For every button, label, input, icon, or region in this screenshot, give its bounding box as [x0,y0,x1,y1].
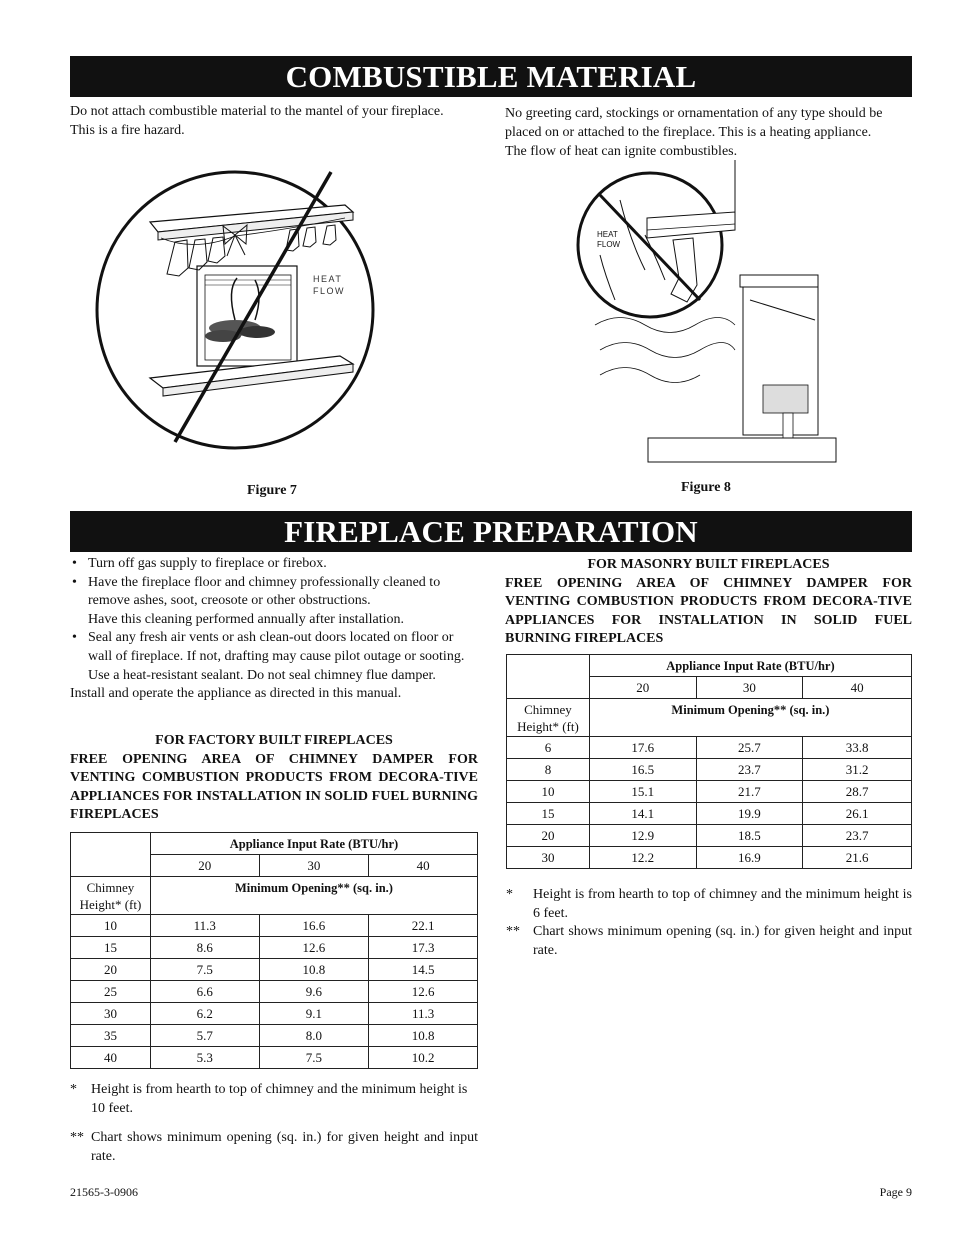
factory-table-row [71,1025,478,1047]
masonry-height-cell: 20 [507,825,590,847]
figure-8-heat-label: HEAT [597,230,618,239]
factory-height-cell: 30 [71,1003,151,1025]
factory-note-2 [70,1129,478,1166]
masonry-min-label: Minimum Opening** (sq. in.) [589,699,911,737]
factory-height-cell: 10 [71,915,151,937]
factory-height-cell: 35 [71,1025,151,1047]
masonry-value-cell: 14.1 [589,803,696,825]
factory-value-cell: 8.6 [150,937,259,959]
note-text: Chart shows minimum opening (sq. in.) for given height and input rate. [533,924,912,958]
masonry-rate: 40 [803,677,912,699]
note-text: Height is from hearth to top of chimney and the minimum height is 10 feet. [91,1082,468,1116]
factory-table-heading [70,732,478,825]
masonry-value-cell: 12.2 [589,847,696,869]
factory-value-cell: 5.3 [150,1047,259,1069]
masonry-height-cell: 10 [507,781,590,803]
note-mark: * [506,887,513,902]
factory-value-cell: 11.3 [369,1003,478,1025]
masonry-table-row [507,847,912,869]
masonry-value-cell: 17.6 [589,737,696,759]
factory-min-label: Minimum Opening** (sq. in.) [150,877,477,915]
section-title-preparation: FIREPLACE PREPARATION [70,511,912,552]
preparation-bullet-list [70,555,478,704]
masonry-row-label [507,699,590,737]
preparation-bullet [70,555,478,574]
masonry-rate: 20 [589,677,696,699]
masonry-value-cell: 19.9 [696,803,803,825]
combustible-right-line-2: placed on or attached to the fireplace. This is a heating appliance. [505,125,872,140]
factory-value-cell: 11.3 [150,915,259,937]
section-title-combustible: COMBUSTIBLE MATERIAL [70,56,912,97]
combustible-right-line-1: No greeting card, stockings or ornamentation of any type should be [505,106,883,121]
factory-value-cell: 9.6 [259,981,369,1003]
factory-value-cell: 12.6 [259,937,369,959]
masonry-note-2 [506,923,912,960]
masonry-value-cell: 16.5 [589,759,696,781]
bullet-subtext: Have this cleaning performed annually after installation. [88,611,405,627]
factory-table-row [71,959,478,981]
doc-number: 21565-3-0906 [70,1185,138,1199]
combustible-right-line-3: The flow of heat can ignite combustibles. [505,144,738,159]
factory-table-row [71,981,478,1003]
masonry-table-row [507,737,912,759]
factory-value-cell: 10.8 [369,1025,478,1047]
figure-8-flow-label: FLOW [597,240,621,249]
combustible-left-line-2: This is a fire hazard. [70,123,185,138]
masonry-value-cell: 33.8 [803,737,912,759]
factory-heading-body: FREE OPENING AREA OF CHIMNEY DAMPER FOR VENTING COMBUSTION PRODUCTS FROM DECORA-TIVE APPLIANCES FOR INSTALLATION IN SOLID FUEL BURNING FIREPLACES [70,751,478,823]
factory-rate: 40 [369,855,478,877]
figure-8-illustration [575,160,845,465]
figure-7-heat-label: HEAT [313,274,343,284]
factory-value-cell: 10.8 [259,959,369,981]
masonry-value-cell: 15.1 [589,781,696,803]
masonry-height-cell: 15 [507,803,590,825]
factory-row-label [71,877,151,915]
masonry-heading-body: FREE OPENING AREA OF CHIMNEY DAMPER FOR VENTING COMBUSTION PRODUCTS FROM DECORA-TIVE APPLIANCES FOR INSTALLATION IN SOLID FUEL BURNING FIREPLACES [505,575,912,647]
factory-table-row [71,1003,478,1025]
install-note: Install and operate the appliance as directed in this manual. [70,686,402,702]
factory-value-cell: 14.5 [369,959,478,981]
factory-rate: 20 [150,855,259,877]
masonry-value-cell: 21.7 [696,781,803,803]
factory-value-cell: 8.0 [259,1025,369,1047]
masonry-height-cell: 8 [507,759,590,781]
factory-heading-title: FOR FACTORY BUILT FIREPLACES [155,733,393,748]
table-corner [71,833,151,877]
table-corner [507,655,590,699]
masonry-table-heading [505,556,912,649]
factory-height-cell: 20 [71,959,151,981]
masonry-height-cell: 30 [507,847,590,869]
factory-value-cell: 17.3 [369,937,478,959]
bullet-text: Seal any fresh air vents or ash clean-out doors located on floor or wall of fireplace. If not, drafting may cause pilot outage or sooting. Use a heat-resistant sealant. Do not seal chimney flue damper. [88,630,465,683]
factory-table-row [71,915,478,937]
masonry-table [506,654,912,869]
masonry-note-1 [506,886,912,923]
note-mark: ** [70,1130,84,1145]
masonry-col-group: Appliance Input Rate (BTU/hr) [589,655,911,677]
masonry-value-cell: 25.7 [696,737,803,759]
combustible-left-line-1: Do not attach combustible material to the mantel of your fireplace. [70,104,444,119]
factory-value-cell: 9.1 [259,1003,369,1025]
factory-value-cell: 10.2 [369,1047,478,1069]
page-number: Page 9 [879,1185,912,1199]
note-mark: * [70,1082,77,1097]
factory-note-1 [70,1081,478,1118]
factory-height-cell: 15 [71,937,151,959]
row-label-line-1: Chimney [524,701,572,717]
masonry-height-cell: 6 [507,737,590,759]
factory-height-cell: 40 [71,1047,151,1069]
note-mark: ** [506,924,520,939]
figure-7-illustration [95,160,385,460]
masonry-table-row [507,825,912,847]
figure-7-caption: Figure 7 [247,483,297,498]
masonry-table-row [507,803,912,825]
factory-value-cell: 6.6 [150,981,259,1003]
combustible-right-text [505,104,915,161]
note-text: Height is from hearth to top of chimney and the minimum height is 6 feet. [533,887,912,921]
factory-table [70,832,478,1069]
factory-col-group: Appliance Input Rate (BTU/hr) [150,833,477,855]
combustible-left-text [70,102,490,140]
note-text: Chart shows minimum opening (sq. in.) for given height and input rate. [91,1130,478,1164]
factory-value-cell: 16.6 [259,915,369,937]
factory-table-row [71,1047,478,1069]
factory-value-cell: 7.5 [259,1047,369,1069]
factory-value-cell: 12.6 [369,981,478,1003]
masonry-heading-title: FOR MASONRY BUILT FIREPLACES [587,557,830,572]
masonry-value-cell: 16.9 [696,847,803,869]
factory-height-cell: 25 [71,981,151,1003]
masonry-value-cell: 23.7 [803,825,912,847]
figure-7-flow-label: FLOW [313,286,345,296]
masonry-table-row [507,781,912,803]
row-label-line-2: Height* (ft) [517,718,579,734]
masonry-value-cell: 31.2 [803,759,912,781]
figure-8-caption: Figure 8 [681,480,731,495]
factory-value-cell: 6.2 [150,1003,259,1025]
bullet-text: Turn off gas supply to fireplace or firebox. [88,556,327,571]
masonry-value-cell: 28.7 [803,781,912,803]
masonry-value-cell: 23.7 [696,759,803,781]
preparation-bullet [70,629,478,685]
masonry-table-row [507,759,912,781]
row-label-line-2: Height* (ft) [79,896,142,912]
bullet-text: Have the fireplace floor and chimney professionally cleaned to remove ashes, soot, creosote or other obstructions. [88,574,441,609]
masonry-value-cell: 21.6 [803,847,912,869]
factory-value-cell: 7.5 [150,959,259,981]
masonry-value-cell: 12.9 [589,825,696,847]
masonry-value-cell: 26.1 [803,803,912,825]
factory-value-cell: 5.7 [150,1025,259,1047]
row-label-line-1: Chimney [86,879,135,895]
masonry-value-cell: 18.5 [696,825,803,847]
factory-value-cell: 22.1 [369,915,478,937]
factory-rate: 30 [259,855,369,877]
factory-table-row [71,937,478,959]
preparation-bullet [70,574,478,630]
masonry-rate: 30 [696,677,803,699]
